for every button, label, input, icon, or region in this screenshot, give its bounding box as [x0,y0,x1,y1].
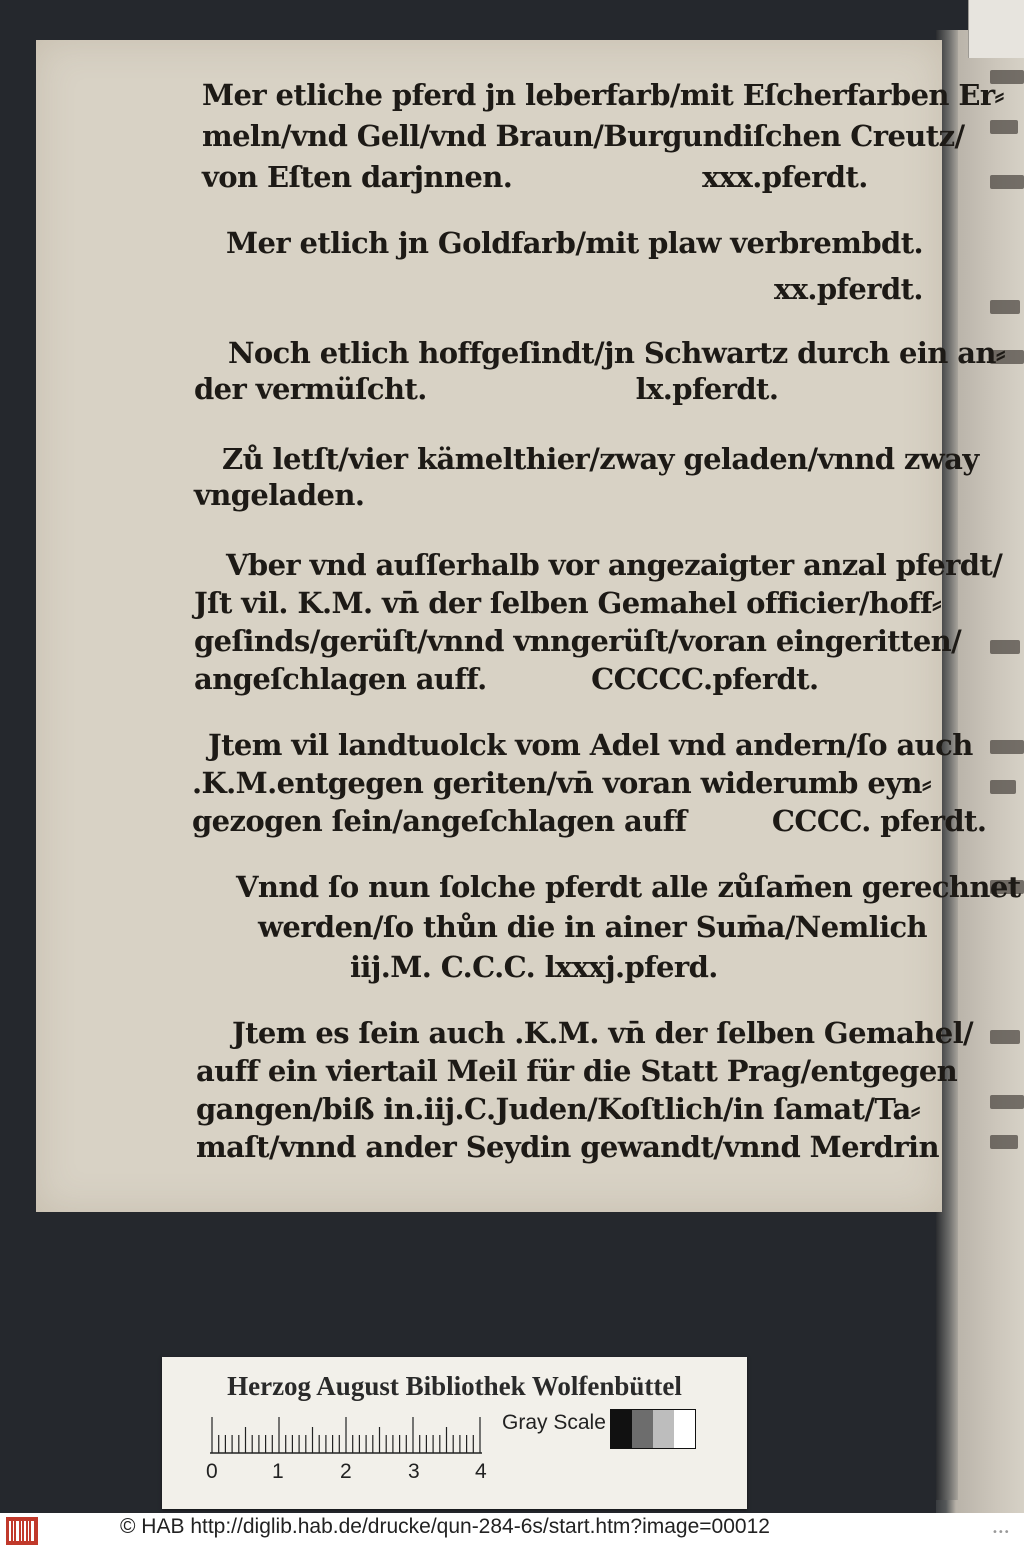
text-line: werden/ſo thůn die in ainer Sum̄a/Nemlich [258,910,928,944]
text-line: gangen/biß in.iij.C.Juden/Koſtlich/in ſamat/Ta⸗ [196,1092,920,1126]
margin-mark [990,740,1024,754]
text-line: xx.pferdt. [774,272,923,306]
ruler-number: 1 [272,1460,284,1483]
calibration-label [162,1357,747,1509]
text-line: Mer etliche pferd jn leberfarb/mit Eſcherfarben Er⸗ [202,78,1004,112]
ruler-number: 3 [408,1460,420,1483]
book-page [36,40,1021,1212]
text-line: gezogen ſein/angeſchlagen auff CCCC. pferdt. [192,804,987,838]
margin-mark [990,175,1024,189]
footer-bar [0,1513,1024,1549]
gray-swatch [611,1410,632,1448]
text-line: Vnnd ſo nun ſolche pferdt alle zůſam̄en gerechnet [236,870,1021,904]
barcode-icon [6,1517,38,1545]
gray-scale-swatches [610,1409,696,1449]
gray-swatch [653,1410,674,1448]
text-line: geſinds/gerüſt/vnnd vnngerüſt/voran eingeritten/ [194,624,962,658]
margin-mark [990,300,1020,314]
gray-swatch [674,1410,695,1448]
text-line: auff ein viertail Meil für die Statt Prag/entgegen [196,1054,958,1088]
text-line: Vber vnd auſſerhalb vor angezaigter anzal pferdt/ [226,548,1003,582]
text-line: vngeladen. [194,478,365,512]
text-line: Jtem es ſein auch .K.M. vn̄ der ſelben Gemahel/ [232,1016,973,1050]
margin-mark [990,780,1016,794]
text-line: maſt/vnnd ander Seydin gewandt/vnnd Merdrin [196,1130,939,1164]
margin-mark [990,120,1018,134]
ruler-icon [210,1415,482,1455]
text-line: Jtem vil landtuolck vom Adel vnd andern/ſo auch [208,728,973,762]
text-line: Noch etlich hoffgeſindt/jn Schwartz durch ein an⸗ [228,336,1005,370]
text-line: Mer etlich jn Goldfarb/mit plaw verbrembdt. [226,226,923,260]
text-line: .K.M.entgegen geriten/vn̄ voran widerumb eyn⸗ [192,766,931,800]
copyright-url[interactable]: © HAB http://diglib.hab.de/drucke/qun-284-6s/start.htm?image=00012 [120,1515,770,1538]
margin-mark [990,1095,1024,1109]
margin-mark [990,640,1020,654]
text-line: von Eſten darjnnen. xxx.pferdt. [202,160,868,194]
margin-mark [990,1135,1018,1149]
paper-clip-tab [968,0,1024,58]
dots-icon[interactable]: ••• [992,1527,1010,1538]
ruler-number: 0 [206,1460,218,1483]
text-line: angeſchlagen auff. CCCCC.pferdt. [194,662,819,696]
text-line: Jſt vil. K.M. vn̄ der ſelben Gemahel officier/hoff⸗ [194,586,942,620]
text-line: iij.M. C.C.C. lxxxj.pferd. [350,950,718,984]
ruler-number: 4 [475,1460,487,1483]
ruler-number: 2 [340,1460,352,1483]
text-line: Zů letſt/vier kämelthier/zway geladen/vnnd zway [222,442,979,476]
margin-mark [990,1030,1020,1044]
text-line: der vermüſcht. lx.pferdt. [194,372,779,406]
library-name: Herzog August Bibliothek Wolfenbüttel [227,1371,682,1401]
gray-scale-label: Gray Scale [502,1411,606,1434]
gray-swatch [632,1410,653,1448]
text-line: meln/vnd Gell/vnd Braun/Burgundiſchen Creutz/ [202,119,965,153]
